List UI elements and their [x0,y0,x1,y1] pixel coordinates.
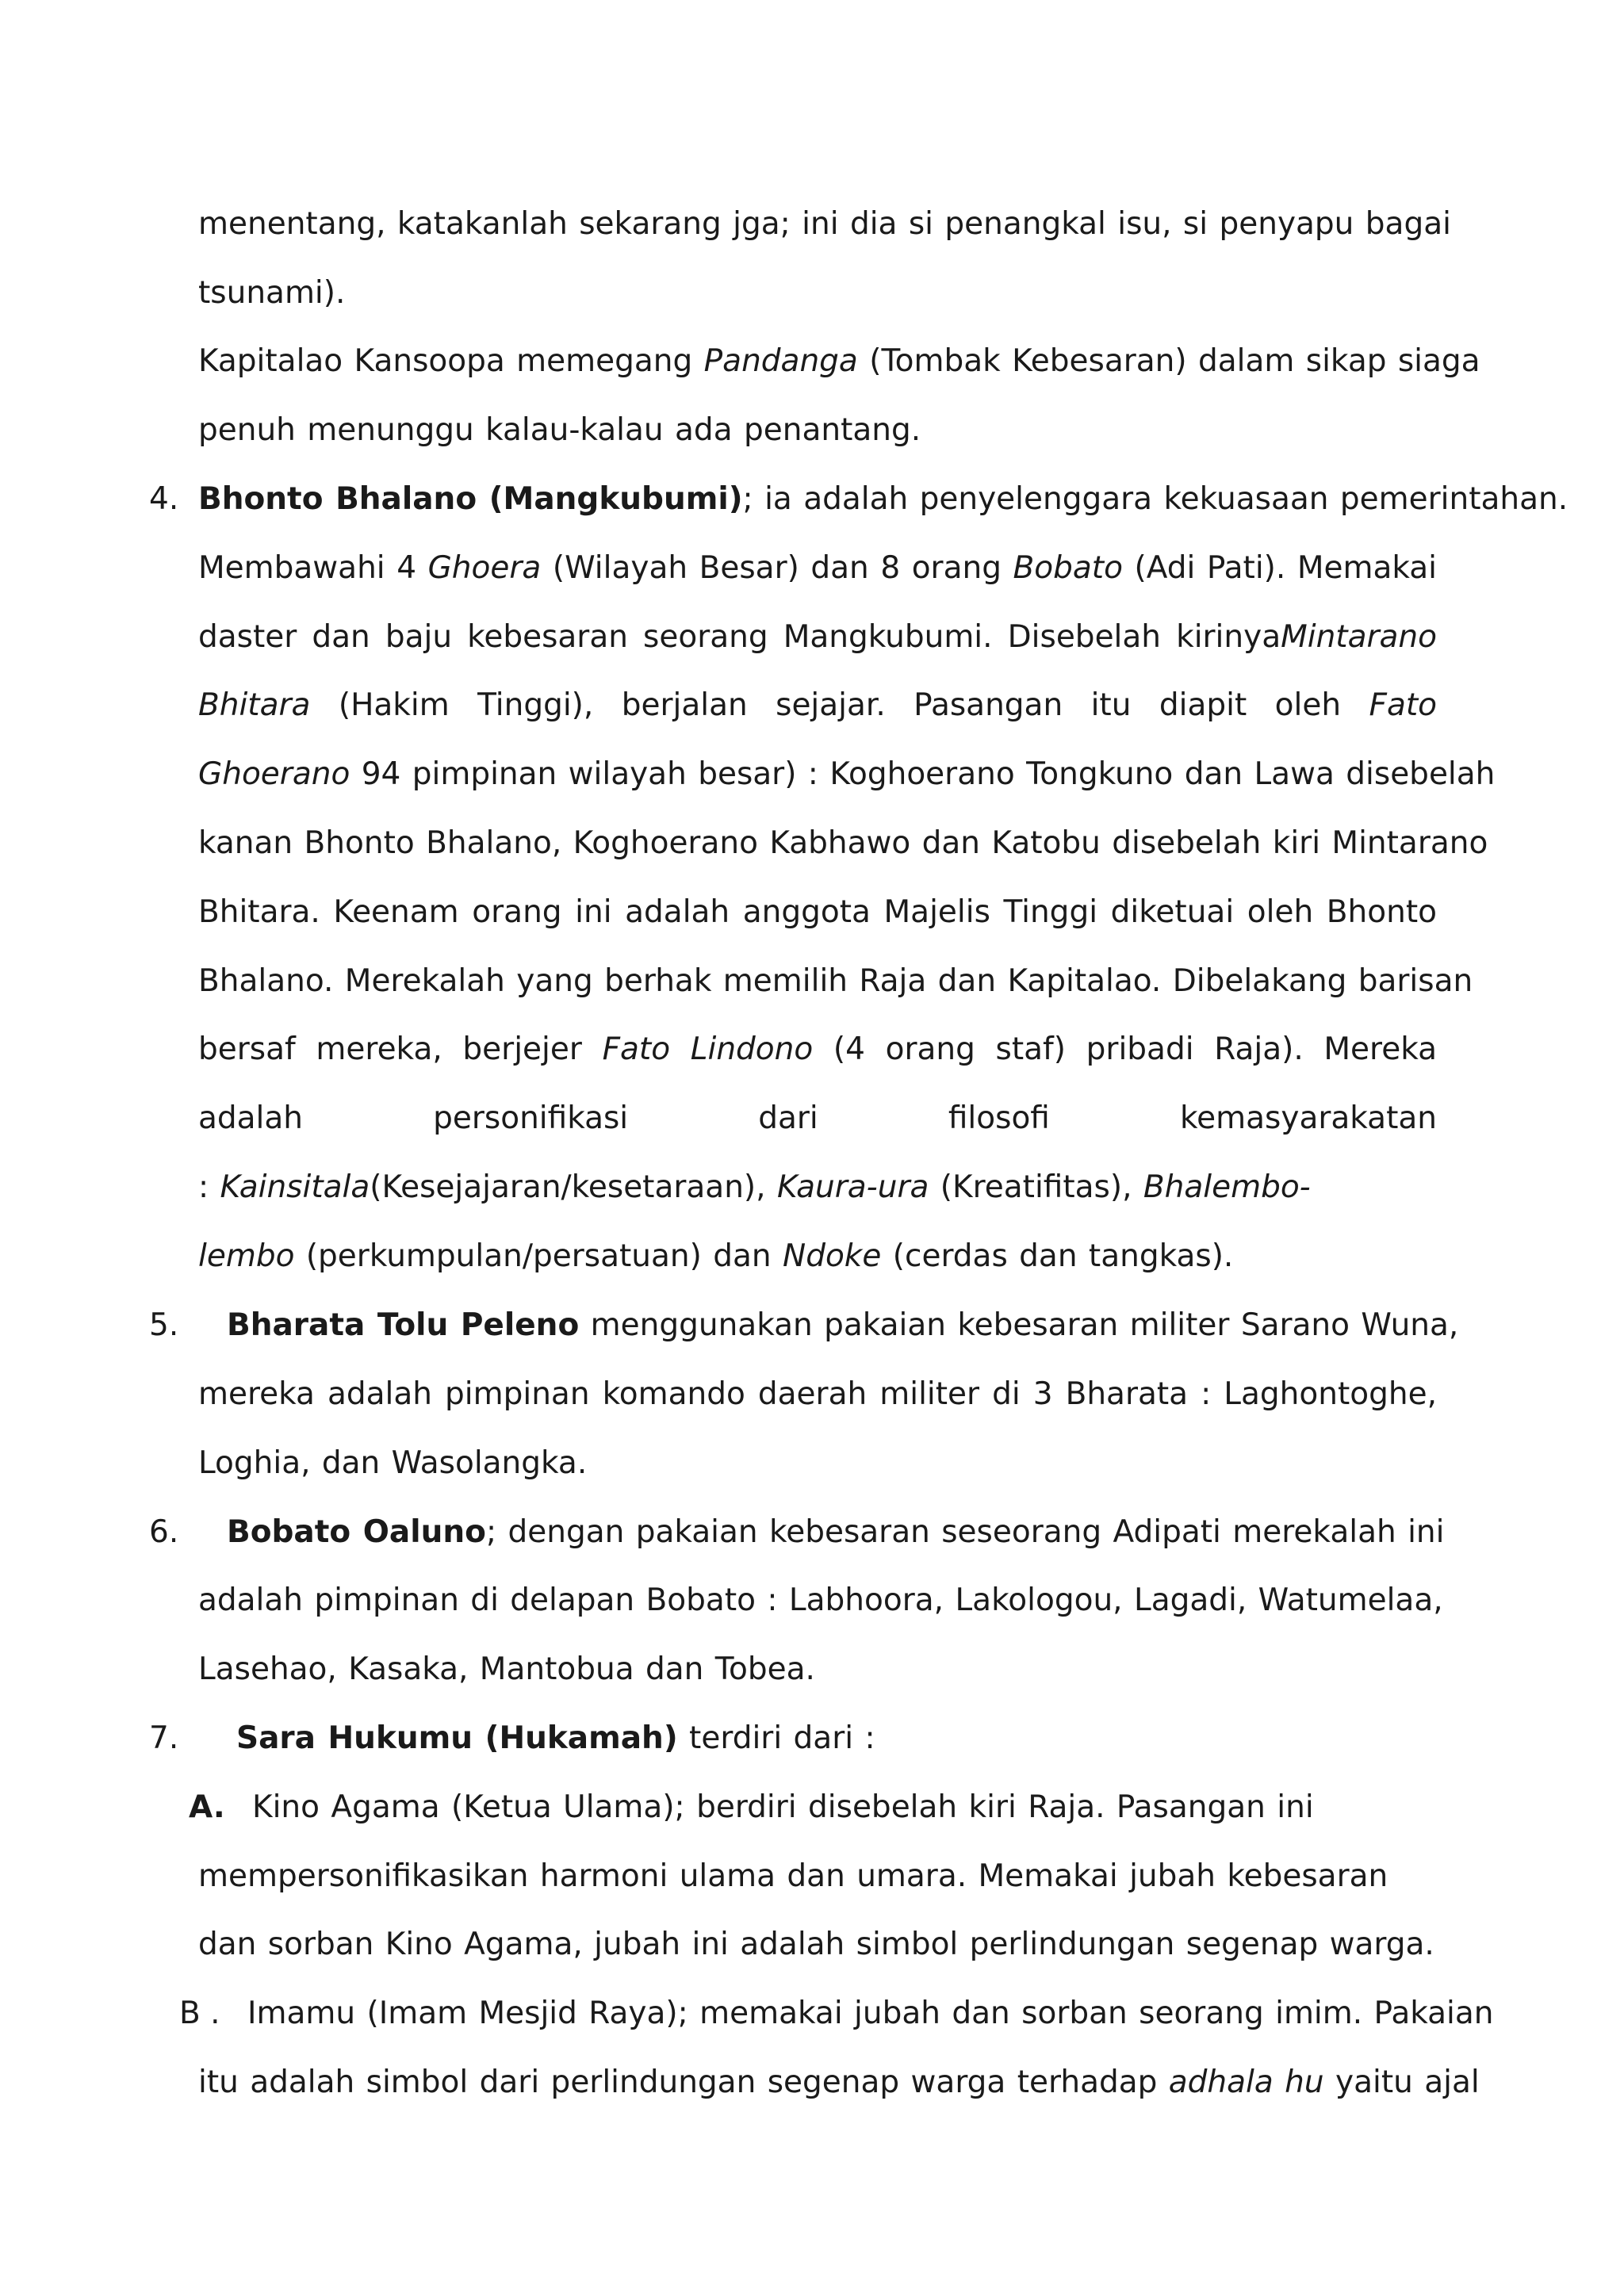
sub-item-label-a: A. [189,1789,225,1825]
paragraph-line: tsunami). [198,275,346,311]
list-item-4-line: Bhalano. Merekalah yang berhak memilih Raja dan Kapitalao. Dibelakang barisan [198,963,1473,999]
list-number: 7. [149,1720,179,1756]
list-item-5-line: Bharata Tolu Peleno menggunakan pakaian kebesaran militer Sarano Wuna, [227,1307,1459,1343]
list-item-4-line: Bhitara (Hakim Tinggi), berjalan sejajar. Pasangan itu diapit oleh Fato [198,687,1437,723]
list-item-6-line: adalah pimpinan di delapan Bobato : Labhoora, Lakologou, Lagadi, Watumelaa, [198,1582,1443,1618]
list-item-4-line: kanan Bhonto Bhalano, Koghoerano Kabhawo dan Katobu disebelah kiri Mintarano [198,825,1488,861]
list-item-4-line: Bhitara. Keenam orang ini adalah anggota Majelis Tinggi diketuai oleh Bhonto [198,894,1437,930]
sub-item-a-line: Kino Agama (Ketua Ulama); berdiri disebelah kiri Raja. Pasangan ini [252,1789,1314,1825]
sub-item-b-line: Imamu (Imam Mesjid Raya); memakai jubah dan sorban seorang imim. Pakaian [247,1996,1494,2031]
sub-item-a-line: dan sorban Kino Agama, jubah ini adalah simbol perlindungan segenap warga. [198,1927,1434,1962]
list-item-4-line: daster dan baju kebesaran seorang Mangkubumi. Disebelah kirinyaMintarano [198,619,1437,655]
paragraph-line: menentang, katakanlah sekarang jga; ini dia si penangkal isu, si penyapu bagai [198,206,1451,242]
sub-item-a-line: mempersonifikasikan harmoni ulama dan umara. Memakai jubah kebesaran [198,1858,1388,1894]
list-item-4-line: lembo (perkumpulan/persatuan) dan Ndoke (cerdas dan tangkas). [198,1238,1234,1274]
paragraph-line: Kapitalao Kansoopa memegang Pandanga (Tombak Kebesaran) dalam sikap siaga [198,343,1480,379]
list-item-4-line: Ghoerano 94 pimpinan wilayah besar) : Koghoerano Tongkuno dan Lawa disebelah [198,756,1496,792]
list-item-5-line: Loghia, dan Wasolangka. [198,1445,588,1481]
list-item-5-line: mereka adalah pimpinan komando daerah militer di 3 Bharata : Laghontoghe, [198,1376,1437,1412]
paragraph-line: penuh menunggu kalau-kalau ada penantang. [198,412,921,448]
list-item-4-line: : Kainsitala(Kesejajaran/kesetaraan), Kaura-ura (Kreatifitas), Bhalembo- [198,1169,1311,1205]
list-number: 5. [149,1307,179,1343]
list-item-6-line: Lasehao, Kasaka, Mantobua dan Tobea. [198,1651,815,1687]
sub-item-label-b: B . [179,1996,220,2031]
list-item-4-line: Membawahi 4 Ghoera (Wilayah Besar) dan 8 orang Bobato (Adi Pati). Memakai [198,550,1437,586]
list-item-4-line: Bhonto Bhalano (Mangkubumi); ia adalah penyelenggara kekuasaan pemerintahan. [198,481,1568,517]
list-item-4-line: adalah personifikasi dari filosofi kemasyarakatan [198,1100,1437,1136]
list-item-7-line: Sara Hukumu (Hukamah) terdiri dari : [236,1720,875,1756]
list-item-6-line: Bobato Oaluno; dengan pakaian kebesaran seseorang Adipati merekalah ini [227,1514,1445,1550]
list-number: 4. [149,481,179,517]
list-item-4-line: bersaf mereka, berjejer Fato Lindono (4 orang staf) pribadi Raja). Mereka [198,1031,1437,1067]
list-number: 6. [149,1514,179,1550]
sub-item-b-line: itu adalah simbol dari perlindungan segenap warga terhadap adhala hu yaitu ajal [198,2064,1480,2100]
